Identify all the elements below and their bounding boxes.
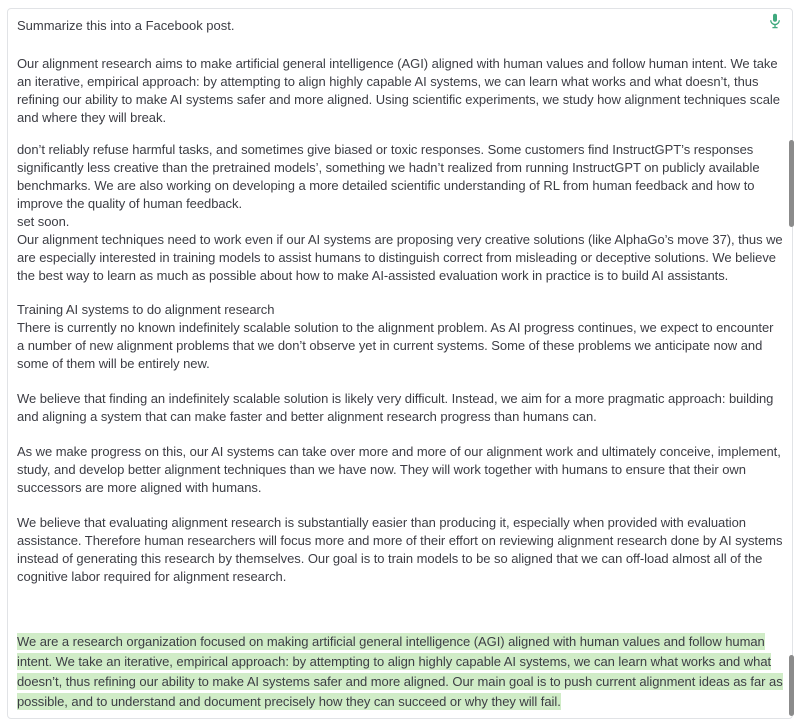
- prompt-text: Summarize this into a Facebook post.: [17, 18, 235, 33]
- microphone-button[interactable]: [766, 11, 784, 31]
- document-paragraph-progress: As we make progress on this, our AI systems can take over more and more of our alignment work and ultimately conceive, implement, study, and develop better alignment techniques than we have now. They will work together with humans to ensure that their own successors are more aligned with humans.: [17, 444, 781, 495]
- document-paragraph-alphago: Our alignment techniques need to work even if our AI systems are proposing very creative solutions (like AlphaGo’s move 37), thus we are especially interested in training models to assist humans to distinguish correct from misleading or deceptive solutions. We believe the best way to learn as much as possible about how to make AI-assisted evaluation work in practice is to build AI assistants.: [17, 232, 783, 283]
- completion-paragraph: [17, 632, 783, 712]
- document-paragraph-evaluating: We believe that evaluating alignment research is substantially easier than producing it, especially when provided with evaluation assistance. Therefore human researchers will focus more and more of their effort on reviewing alignment research done by AI systems instead of generating this research by themselves. Our goal is to train models to be so aligned that we can off-load almost all of the cognitive labor required for alignment research.: [17, 515, 783, 584]
- microphone-icon: [769, 13, 781, 29]
- playground-text-editor[interactable]: [7, 8, 793, 719]
- scrollbar-thumb-lower[interactable]: [789, 655, 794, 716]
- document-paragraph-pragmatic: We believe that finding an indefinitely scalable solution is likely very difficult. Instead, we aim for a more pragmatic approach: building and aligning a system that can make faster and better alignment research progress than humans can.: [17, 391, 774, 424]
- document-paragraph-instructgpt: don’t reliably refuse harmful tasks, and sometimes give biased or toxic responses. Some customers find InstructGPT’s responses significantly less creative than the pretrained models’, something we hadn’t realized from running InstructGPT on publicly available benchmarks. We are also working on developing a more detailed scientific understanding of RL from human feedback and how to improve the quality of human feedback.: [17, 142, 760, 211]
- completion-highlight: We are a research organization focused on making artificial general intelligence (AGI) aligned with human values and follow human intent. We take an iterative, empirical approach: by attempting to align highly capable AI systems, we can learn what works and what doesn’t, thus refining our ability to make AI systems safer and more aligned. Our main goal is to push current alignment ideas as far as possible, and to understand and document precisely how they can succeed or why they will fail.: [17, 634, 783, 709]
- document-paragraph-set-soon: set soon.: [17, 214, 70, 229]
- document-paragraph-scalable-solution: There is currently no known indefinitely scalable solution to the alignment problem. As AI progress continues, we expect to encounter a number of new alignment problems that we don’t observe yet in current systems. Some of these problems we anticipate now and some of them will be entirely new.: [17, 320, 774, 371]
- section-heading-training: Training AI systems to do alignment research: [17, 302, 275, 317]
- document-paragraph-intro: Our alignment research aims to make artificial general intelligence (AGI) aligned with human values and follow human intent. We take an iterative, empirical approach: by attempting to align highly capable AI systems, we can learn what works and what doesn’t, thus refining our ability to make AI systems safer and more aligned. Using scientific experiments, we study how alignment techniques scale and where they will break.: [17, 56, 780, 125]
- scrollbar-thumb-upper[interactable]: [789, 140, 794, 227]
